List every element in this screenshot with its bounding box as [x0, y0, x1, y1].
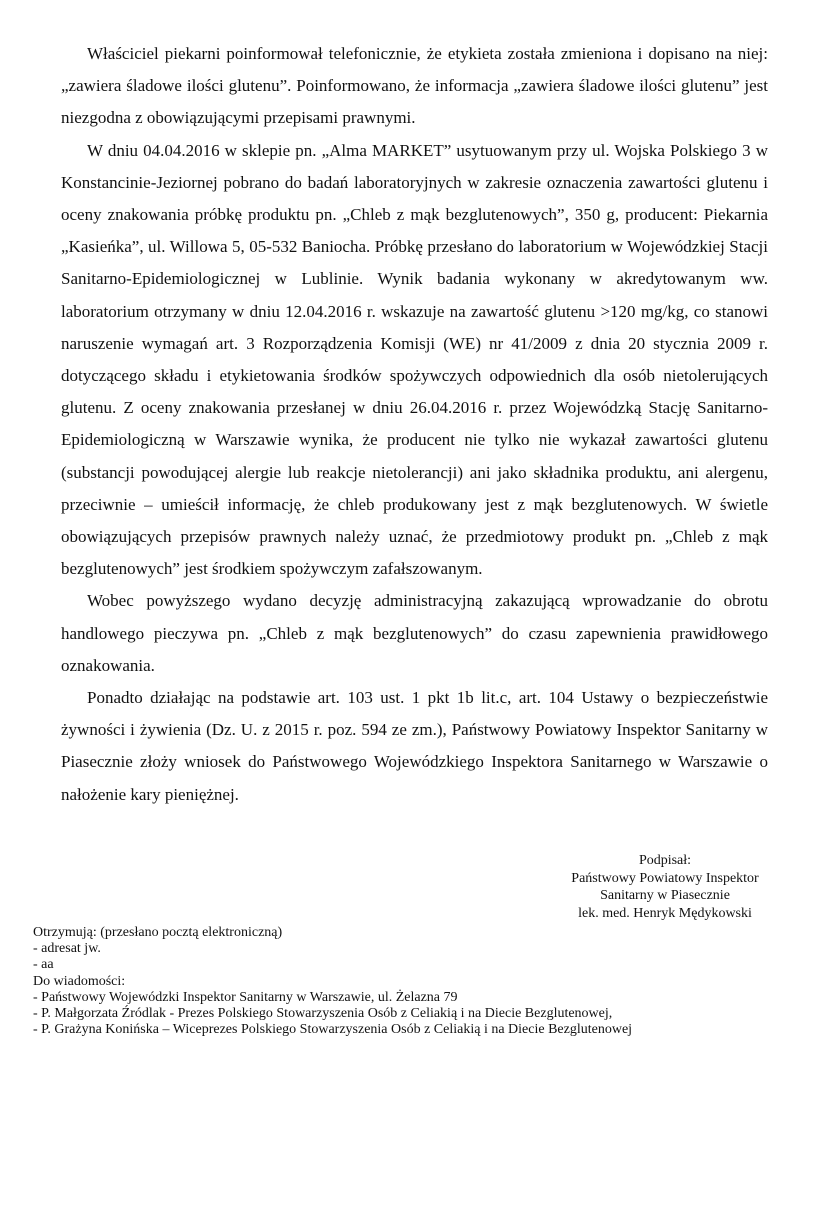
info-header: Do wiadomości:	[33, 973, 126, 989]
signature-name: lek. med. Henryk Mędykowski	[578, 905, 752, 921]
info-item: - P. Grażyna Konińska – Wiceprezes Polskiego Stowarzyszenia Osób z Celiakią i na Diecie Bezglutenowej	[33, 1022, 633, 1038]
paragraph-penalty-request: Ponadto działając na podstawie art. 103 ust. 1 pkt 1b lit.c, art. 104 Ustawy o bezpieczeństwie żywności i żywienia (Dz. U. z 2015 r. poz. 594 ze zm.), Państwowy Powiatowy Inspektor Sanitarny w Piasecznie złoży wniosek do Państwowego Wojewódzkiego Inspektora Sanitarnego w Warszawie o nałożenie kary pieniężnej.	[61, 688, 768, 804]
document-body	[61, 38, 768, 811]
paragraph-sampling-results: W dniu 04.04.2016 w sklepie pn. „Alma MARKET” usytuowanym przy ul. Wojska Polskiego 3 w Konstancinie-Jeziornej pobrano do badań laboratoryjnych w zakresie oznaczenia zawartości glutenu i oceny znakowania próbkę produktu pn. „Chleb z mąk bezglutenowych”, 350 g, producent: Piekarnia „Kasieńka”, ul. Willowa 5, 05-532 Baniocha. Próbkę przesłano do laboratorium w Wojewódzkiej Stacji Sanitarno-Epidemiologicznej w Lublinie. Wynik badania wykonany w akredytowanym ww. laboratorium otrzymany w dniu 12.04.2016 r. wskazuje na zawartość glutenu >120 mg/kg, co stanowi naruszenie wymagań art. 3 Rozporządzenia Komisji (WE) nr 41/2009 z dnia 20 stycznia 2009 r. dotyczącego składu i etykietowania środków spożywczych odpowiednich dla osób nietolerujących glutenu. Z oceny znakowania przesłanej w dniu 26.04.2016 r. przez Wojewódzką Stację Sanitarno-Epidemiologiczną w Warszawie wynika, że producent nie tylko nie wykazał zawartości glutenu (substancji powodującej alergie lub reakcje nietolerancji) ani jako składnika produktu, ani alergenu, przeciwnie – umieścił informację, że chleb produkowany jest z mąk bezglutenowych. W świetle obowiązujących przepisów prawnych należy uznać, że przedmiotowy produkt pn. „Chleb z mąk bezglutenowych” jest środkiem spożywczym zafałszowanym.	[61, 140, 768, 579]
recipient-item: - aa	[33, 957, 54, 973]
paragraph-administrative-decision: Wobec powyższego wydano decyzję administracyjną zakazującą wprowadzanie do obrotu handlowego pieczywa pn. „Chleb z mąk bezglutenowych” do czasu zapewnienia prawidłowego oznakowania.	[61, 591, 768, 675]
signature-title-line-2: Sanitarny w Piasecznie	[600, 888, 730, 903]
recipient-item: - adresat jw.	[33, 941, 101, 957]
distribution-list	[33, 925, 813, 1038]
signature-title-line-1: Państwowy Powiatowy Inspektor	[571, 870, 759, 886]
paragraph-bakery-label-change: Właściciel piekarni poinformował telefonicznie, że etykieta została zmieniona i dopisano na niej: „zawiera śladowe ilości glutenu”. Poinformowano, że informacja „zawiera śladowe ilości glutenu” jest niezgodna z obowiązującymi przepisami prawnymi.	[61, 44, 768, 128]
recipients-header: Otrzymują: (przesłano pocztą elektroniczną)	[33, 925, 283, 940]
signature-label: Podpisał:	[638, 853, 692, 868]
signature-block	[540, 852, 790, 922]
info-item: - Państwowy Wojewódzki Inspektor Sanitarny w Warszawie, ul. Żelazna 79	[33, 989, 458, 1005]
info-item: - P. Małgorzata Źródlak - Prezes Polskiego Stowarzyszenia Osób z Celiakią i na Diecie Bezglutenowej,	[33, 1006, 613, 1022]
